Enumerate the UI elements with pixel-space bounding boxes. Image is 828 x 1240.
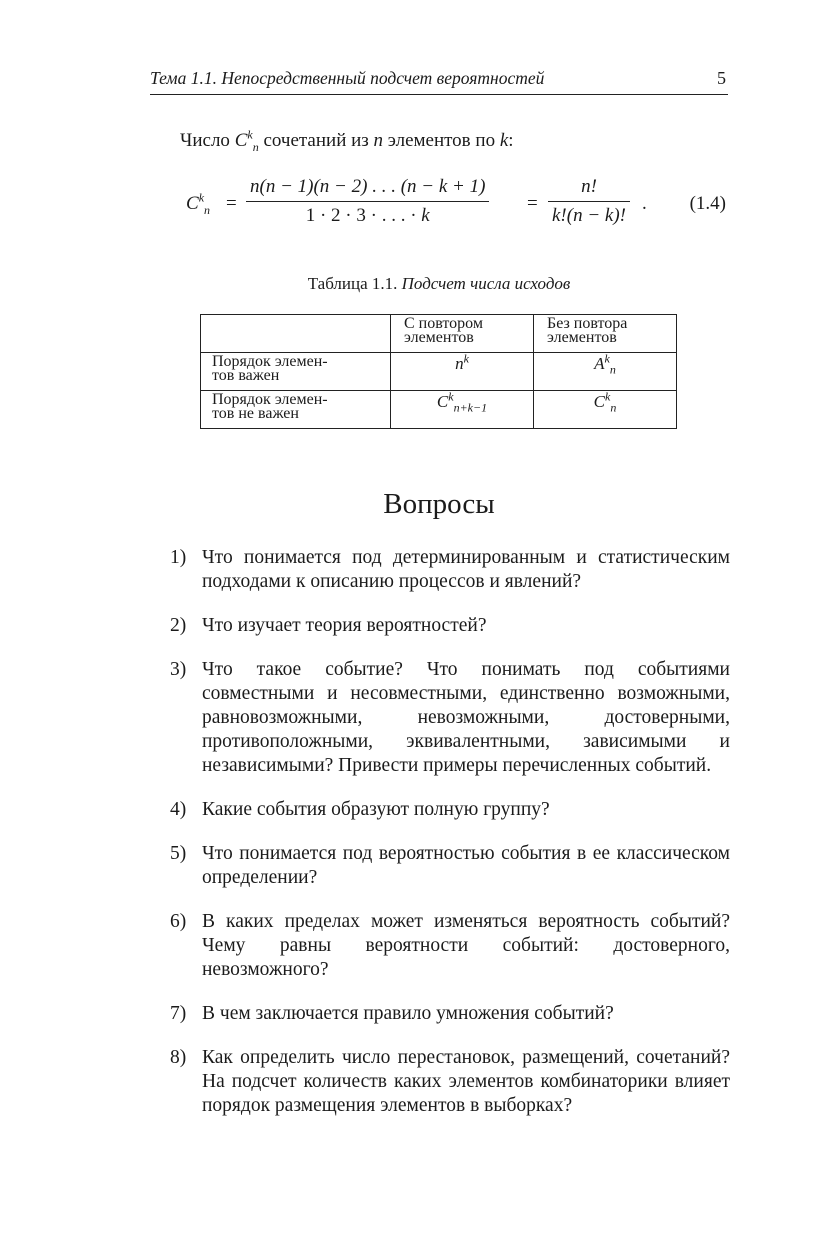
table-corner-cell bbox=[201, 315, 391, 353]
fraction-2-numerator: n! bbox=[581, 176, 597, 197]
intro-sentence bbox=[180, 127, 514, 154]
cell-arrangements: $A^k_n$ bbox=[534, 353, 677, 391]
list-item bbox=[170, 546, 730, 594]
table-header-row bbox=[201, 315, 677, 353]
cell-combinations-with-repetition: $C^k_{n+k-1}$ bbox=[391, 391, 534, 429]
formula-equals-1: = bbox=[226, 193, 237, 214]
header-with-repetition: С повтором элементов bbox=[391, 315, 534, 353]
question-number: 7) bbox=[170, 1003, 187, 1024]
equation-number: (1.4) bbox=[689, 193, 726, 214]
intro-var-n: n bbox=[373, 130, 384, 151]
intro-var-k: k bbox=[499, 130, 509, 151]
question-number: 8) bbox=[170, 1047, 187, 1068]
list-item bbox=[170, 1046, 730, 1118]
combination-formula bbox=[186, 176, 730, 234]
question-number: 2) bbox=[170, 615, 187, 636]
cell-combinations: $C^k_n$ bbox=[534, 391, 677, 429]
fraction-1-denominator: 1 · 2 · 3 · . . . · k bbox=[246, 201, 489, 227]
question-text: Как определить число перестановок, размещений, сочетаний? На подсчет количеств каких элементов комбинаторики влияет порядок размещения элементов в выборках? bbox=[202, 1047, 730, 1116]
intro-text-start: Число bbox=[180, 130, 235, 151]
row-label-order-matters: Порядок элемен- тов важен bbox=[201, 353, 391, 391]
outcomes-table bbox=[200, 314, 677, 429]
question-number: 6) bbox=[170, 911, 187, 932]
list-item bbox=[170, 798, 730, 822]
question-text: В каких пределах может изменяться вероятность событий? Чему равны вероятности событий: достоверного, невозможного? bbox=[202, 911, 730, 980]
running-title: Тема 1.1. Непосредственный подсчет вероятностей bbox=[150, 68, 545, 88]
questions-list bbox=[170, 546, 730, 1138]
fraction-1-numerator: n(n − 1)(n − 2) . . . (n − k + 1) bbox=[250, 176, 486, 197]
formula-fraction-1 bbox=[246, 176, 489, 227]
section-title: Вопросы bbox=[383, 488, 495, 520]
list-item bbox=[170, 1002, 730, 1026]
header-without-repetition: Без повтора элементов bbox=[534, 315, 677, 353]
formula-equals-2: = bbox=[527, 193, 538, 214]
table-caption-text: Подсчет числа исходов bbox=[401, 274, 571, 293]
question-text: Что такое событие? Что понимать под событиями совместными и несовместными, единственно возможными, равновозможными, невозможными, достоверными, противоположными, эквивалентными, зависимыми и независимыми? Привести примеры перечисленных событий. bbox=[202, 659, 730, 776]
formula-period: . bbox=[642, 193, 647, 214]
running-header bbox=[150, 66, 728, 95]
cell-permutations-with-repetition: $n^k$ bbox=[391, 353, 534, 391]
question-number: 4) bbox=[170, 799, 187, 820]
combination-symbol: $C^k_n$ bbox=[234, 127, 259, 154]
question-text: Что понимается под вероятностью события в ее классическом определении? bbox=[202, 843, 730, 888]
table-row bbox=[201, 353, 677, 391]
intro-text-middle: сочетаний из bbox=[258, 130, 374, 151]
table-row bbox=[201, 391, 677, 429]
question-text: Какие события образуют полную группу? bbox=[202, 799, 550, 820]
table-caption bbox=[0, 274, 828, 294]
question-number: 5) bbox=[170, 843, 187, 864]
question-number: 1) bbox=[170, 547, 187, 568]
page-number: 5 bbox=[717, 68, 726, 88]
row-label-order-not-matters: Порядок элемен- тов не важен bbox=[201, 391, 391, 429]
formula-fraction-2 bbox=[548, 176, 630, 227]
intro-text-end: : bbox=[508, 130, 514, 151]
question-text: Что изучает теория вероятностей? bbox=[202, 615, 487, 636]
question-text: В чем заключается правило умножения событий? bbox=[202, 1003, 614, 1024]
list-item bbox=[170, 910, 730, 982]
question-text: Что понимается под детерминированным и статистическим подходами к описанию процессов и явлений? bbox=[202, 547, 730, 592]
list-item bbox=[170, 842, 730, 890]
formula-lhs: $C^k_n$ bbox=[186, 190, 211, 217]
intro-text-middle-2: элементов по bbox=[383, 130, 500, 151]
list-item bbox=[170, 614, 730, 638]
question-number: 3) bbox=[170, 659, 187, 680]
fraction-2-denominator: k!(n − k)! bbox=[548, 201, 630, 227]
list-item bbox=[170, 658, 730, 778]
table-caption-label: Таблица 1.1. bbox=[307, 274, 398, 293]
